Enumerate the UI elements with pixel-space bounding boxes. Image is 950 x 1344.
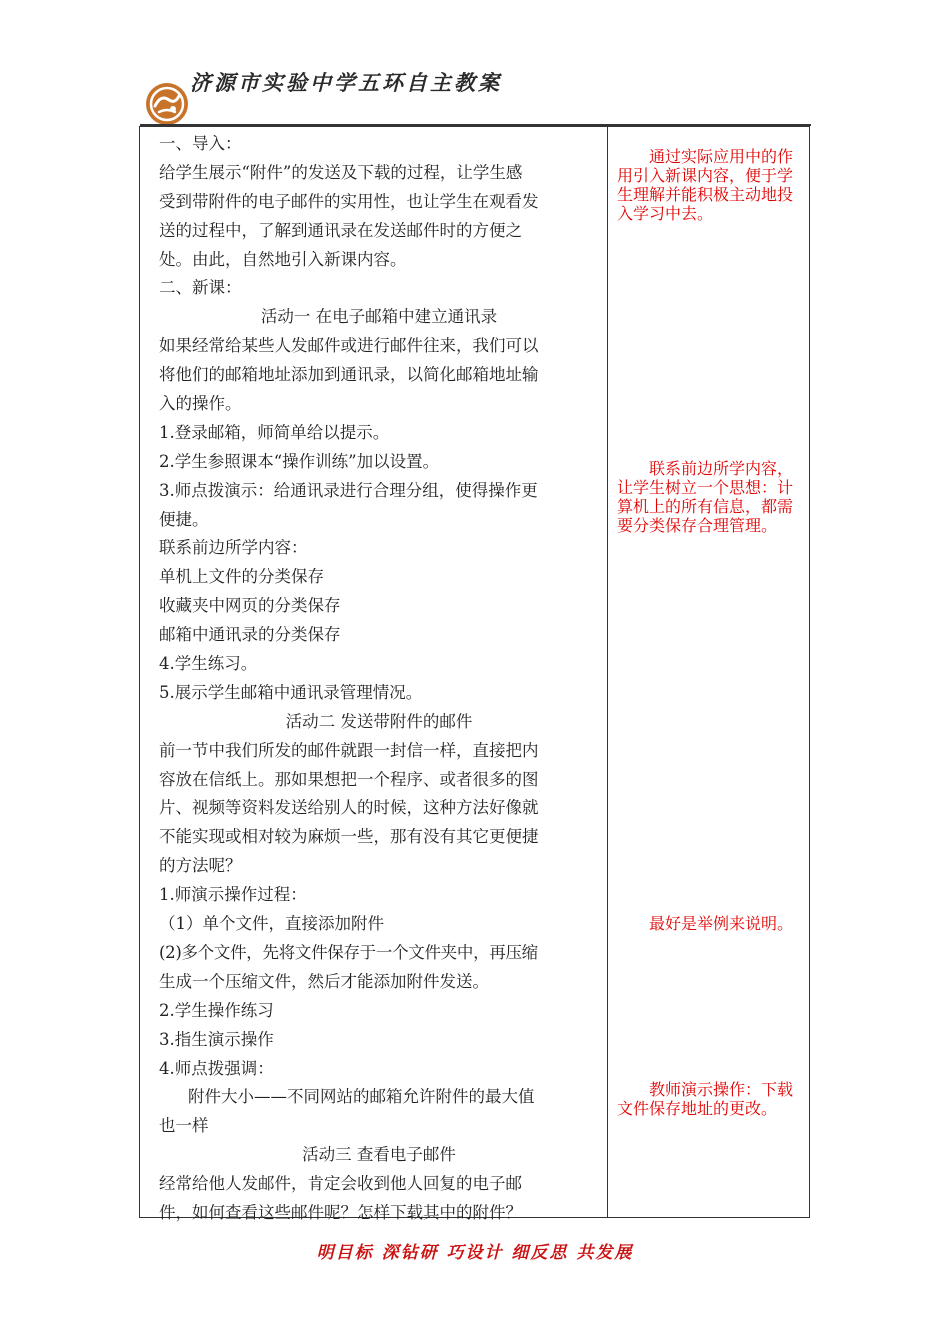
content-line: 5.展示学生邮箱中通讯录管理情况。	[159, 682, 423, 702]
content-line: （1）单个文件，直接添加附件	[159, 914, 384, 934]
content-line: (2)多个文件，先将文件保存于一个文件夹中，再压缩	[159, 942, 538, 962]
content-line: 送的过程中，了解到通讯录在发送邮件时的方便之	[159, 220, 522, 240]
content-line: 3.师点拨演示：给通讯录进行合理分组，使得操作更	[159, 480, 538, 500]
content-line: 不能实现或相对较为麻烦一些，那有没有其它更便捷	[159, 827, 539, 847]
page-header	[140, 62, 810, 124]
content-line: 1.登录邮箱，师简单给以提示。	[159, 422, 390, 442]
school-logo-icon	[145, 82, 189, 126]
margin-note	[617, 1080, 803, 1118]
content-line: 给学生展示“附件”的发送及下载的过程，让学生感	[159, 162, 523, 182]
content-line: 收藏夹中网页的分类保存	[159, 596, 341, 616]
margin-note	[617, 147, 803, 223]
note-text: 最好是举例来说明。	[649, 914, 794, 933]
content-line: 附件大小——不同网站的邮箱允许附件的最大值	[188, 1087, 535, 1107]
content-line: 受到带附件的电子邮件的实用性，也让学生在观看发	[159, 191, 539, 211]
content-line: 件，如何查看这些邮件呢？怎样下载其中的附件？	[159, 1202, 522, 1222]
content-line: 4.学生练习。	[159, 654, 258, 674]
content-line: 也一样	[159, 1116, 209, 1136]
content-line: 2.学生参照课本“操作训练”加以设置。	[159, 451, 440, 471]
school-title: 济源市实验中学五环自主教案	[190, 70, 502, 95]
margin-note	[617, 914, 803, 933]
content-line: 生成一个压缩文件，然后才能添加附件发送。	[159, 971, 489, 991]
lesson-content	[159, 130, 599, 1228]
activity-heading: 活动三 查看电子邮件	[302, 1145, 456, 1165]
note-text: 通过实际应用中的作用引入新课内容，便于学生理解并能积极主动地投入学习中去。	[617, 147, 794, 223]
content-line: 经常给他人发邮件，肯定会收到他人回复的电子邮	[159, 1174, 522, 1194]
lesson-table	[139, 126, 810, 1222]
content-line: 单机上文件的分类保存	[159, 567, 324, 587]
activity-heading: 活动一 在电子邮箱中建立通讯录	[260, 307, 498, 327]
note-text: 教师演示操作：下载文件保存地址的更改。	[617, 1080, 794, 1118]
content-line: 入的操作。	[159, 394, 242, 414]
content-line: 3.指生演示操作	[159, 1029, 274, 1049]
activity-heading: 活动二 发送带附件的邮件	[285, 711, 473, 731]
content-line: 如果经常给某些人发邮件或进行邮件往来，我们可以	[159, 336, 539, 356]
content-line: 便捷。	[159, 509, 209, 529]
footer-motto: 明目标 深钻研 巧设计 细反思 共发展	[316, 1243, 634, 1263]
content-line: 联系前边所学内容：	[159, 538, 308, 558]
note-text: 联系前边所学内容，让学生树立一个思想：计算机上的所有信息，都需要分类保存合理管理。	[617, 459, 794, 535]
content-line: 一、导入：	[159, 134, 242, 153]
content-line: 二、新课：	[159, 278, 242, 298]
content-line: 处。由此，自然地引入新课内容。	[159, 249, 407, 269]
content-line: 邮箱中通讯录的分类保存	[159, 625, 341, 645]
column-divider	[607, 127, 608, 1217]
margin-note	[617, 459, 803, 535]
content-line: 的方法呢？	[159, 856, 242, 876]
content-line: 前一节中我们所发的邮件就跟一封信一样，直接把内	[159, 740, 539, 760]
content-line: 将他们的邮箱地址添加到通讯录，以简化邮箱地址输	[159, 365, 539, 385]
content-line: 片、视频等资料发送给别人的时候，这种方法好像就	[159, 798, 539, 818]
content-line: 2.学生操作练习	[159, 1000, 274, 1020]
content-line: 1.师演示操作过程：	[159, 885, 307, 905]
content-line: 4.师点拨强调：	[159, 1058, 274, 1078]
content-line: 容放在信纸上。那如果想把一个程序、或者很多的图	[159, 769, 539, 789]
